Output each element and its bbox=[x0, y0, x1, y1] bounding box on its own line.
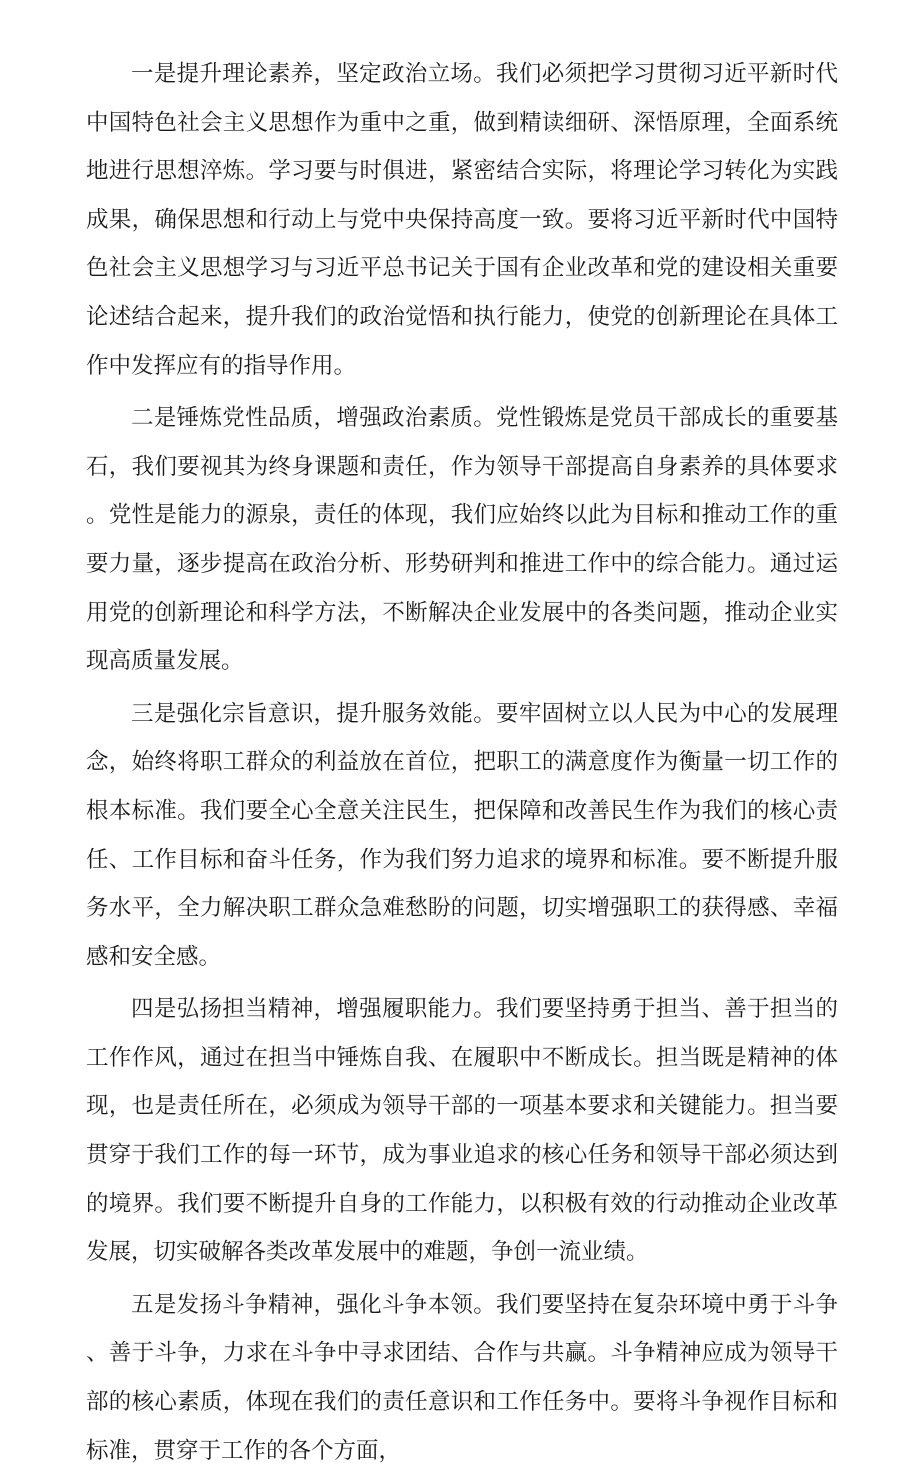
paragraph-theory: 一是提升理论素养，坚定政治立场。我们必须把学习贯彻习近平新时代中国特色社会主义思想作为重中之重，做到精读细研、深悟原理，全面系统地进行思想淬炼。学习要与时俱进，紧密结合实际，将理论学习转化为实践成果，确保思想和行动上与党中央保持高度一致。要将习近平新时代中国特色社会主义思想学习与习近平总书记关于国有企业改革和党的建设相关重要论述结合起来，提升我们的政治觉悟和执行能力，使党的创新理论在具体工作中发挥应有的指导作用。 bbox=[86, 61, 838, 379]
paragraph-responsibility: 四是弘扬担当精神，增强履职能力。我们要坚持勇于担当、善于担当的工作作风，通过在担当中锤炼自我、在履职中不断成长。担当既是精神的体现，也是责任所在，必须成为领导干部的一项基本要求和关键能力。担当要贯穿于我们工作的每一环节，成为事业追求的核心任务和领导干部必须达到的境界。我们要不断提升自身的工作能力，以积极有效的行动推动企业改革发展，切实破解各类改革发展中的难题，争创一流业绩。 bbox=[86, 996, 838, 1266]
paragraph-party-spirit: 二是锤炼党性品质，增强政治素质。党性锻炼是党员干部成长的重要基石，我们要视其为终身课题和责任，作为领导干部提高自身素养的具体要求。党性是能力的源泉，责任的体现，我们应始终以此为目标和推动工作的重要力量，逐步提高在政治分析、形势研判和推进工作中的综合能力。通过运用党的创新理论和科学方法，不断解决企业发展中的各类问题，推动企业实现高质量发展。 bbox=[86, 405, 838, 675]
document-body bbox=[86, 50, 838, 1479]
paragraph-service: 三是强化宗旨意识，提升服务效能。要牢固树立以人民为中心的发展理念，始终将职工群众的利益放在首位，把职工的满意度作为衡量一切工作的根本标准。我们要全心全意关注民生，把保障和改善民生作为我们的核心责任、工作目标和奋斗任务，作为我们努力追求的境界和标准。要不断提升服务水平，全力解决职工群众急难愁盼的问题，切实增强职工的获得感、幸福感和安全感。 bbox=[86, 700, 838, 970]
paragraph-struggle: 五是发扬斗争精神，强化斗争本领。我们要坚持在复杂环境中勇于斗争、善于斗争，力求在斗争中寻求团结、合作与共赢。斗争精神应成为领导干部的核心素质，体现在我们的责任意识和工作任务中。要将斗争视作目标和标准，贯穿于工作的各个方面， bbox=[86, 1291, 838, 1464]
